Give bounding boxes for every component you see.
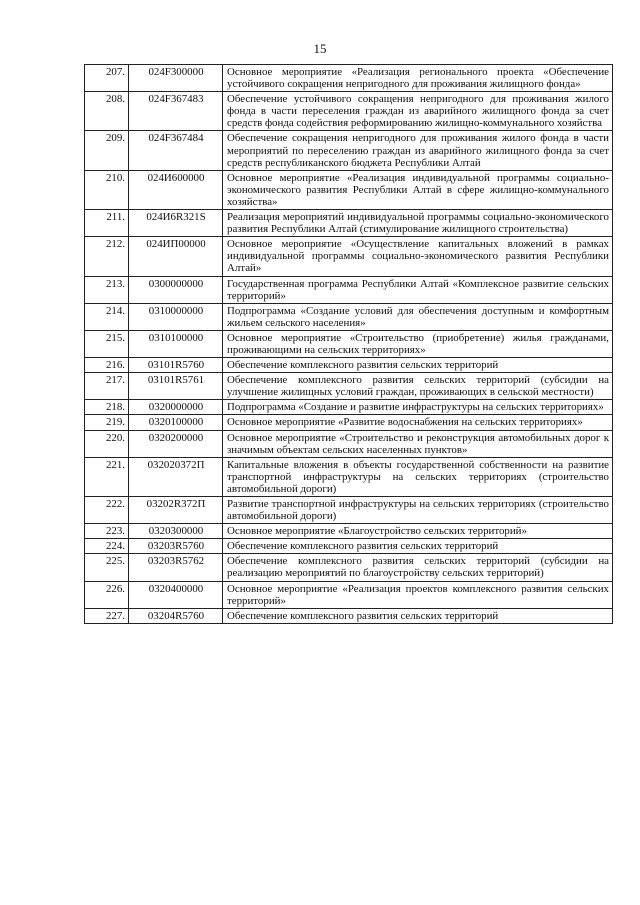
table-row [85, 170, 613, 209]
row-description: Обеспечение сокращения непригодного для проживания жилого фонда в части мероприятий по переселению граждан из аварийного жилищного фонда за счет средств республиканского бюджета Республики Алтай [223, 131, 613, 170]
row-number: 210. [85, 170, 129, 209]
row-number: 213. [85, 276, 129, 303]
row-code: 03202R372П [129, 497, 223, 524]
row-description: Основное мероприятие «Реализация проектов комплексного развития сельских территорий» [223, 581, 613, 608]
row-number: 209. [85, 131, 129, 170]
row-code: 0320000000 [129, 400, 223, 415]
row-number: 212. [85, 237, 129, 276]
table-row [85, 131, 613, 170]
row-number: 214. [85, 303, 129, 330]
table-row [85, 373, 613, 400]
page-number: 15 [313, 41, 327, 56]
row-description: Подпрограмма «Создание условий для обеспечения доступным и комфортным жильем сельского населения» [223, 303, 613, 330]
row-code: 032020372П [129, 457, 223, 496]
row-description: Основное мероприятие «Строительство и реконструкция автомобильных дорог к значимым объектам сельских населенных пунктов» [223, 430, 613, 457]
row-number: 208. [85, 92, 129, 131]
row-description: Основное мероприятие «Развитие водоснабжения на сельских территориях» [223, 415, 613, 430]
row-number: 216. [85, 358, 129, 373]
row-code: 0320400000 [129, 581, 223, 608]
table-row [85, 210, 613, 237]
row-number: 223. [85, 524, 129, 539]
row-code: 024ИП00000 [129, 237, 223, 276]
row-description: Обеспечение комплексного развития сельских территорий (субсидии на реализацию мероприятий по благоустройству сельских территорий) [223, 554, 613, 581]
row-code: 0320300000 [129, 524, 223, 539]
row-number: 219. [85, 415, 129, 430]
table-row [85, 539, 613, 554]
table-row [85, 524, 613, 539]
row-code: 0320200000 [129, 430, 223, 457]
row-number: 221. [85, 457, 129, 496]
table-row [85, 430, 613, 457]
table-row [85, 303, 613, 330]
row-code: 0310000000 [129, 303, 223, 330]
table-row [85, 581, 613, 608]
row-code: 0310100000 [129, 330, 223, 357]
table-row [85, 608, 613, 623]
table-row [85, 330, 613, 357]
budget-codes-table [84, 64, 613, 624]
row-code: 03101R5761 [129, 373, 223, 400]
row-number: 227. [85, 608, 129, 623]
row-code: 024F300000 [129, 65, 223, 92]
table-row [85, 237, 613, 276]
row-code: 03204R5760 [129, 608, 223, 623]
row-description: Обеспечение комплексного развития сельских территорий [223, 358, 613, 373]
table-row [85, 276, 613, 303]
row-description: Реализация мероприятий индивидуальной программы социально-экономического развития Республики Алтай (стимулирование жилищного строительства) [223, 210, 613, 237]
table-row [85, 65, 613, 92]
table-row [85, 92, 613, 131]
row-description: Обеспечение комплексного развития сельских территорий [223, 608, 613, 623]
row-number: 226. [85, 581, 129, 608]
row-number: 220. [85, 430, 129, 457]
row-code: 024И600000 [129, 170, 223, 209]
row-number: 224. [85, 539, 129, 554]
table-row [85, 497, 613, 524]
row-code: 03203R5762 [129, 554, 223, 581]
row-description: Основное мероприятие «Строительство (приобретение) жилья гражданами, проживающими на сельских территориях» [223, 330, 613, 357]
row-number: 218. [85, 400, 129, 415]
row-description: Основное мероприятие «Реализация регионального проекта «Обеспечение устойчивого сокращения непригодного для проживания жилищного фонда» [223, 65, 613, 92]
row-number: 217. [85, 373, 129, 400]
row-description: Развитие транспортной инфраструктуры на сельских территориях (строительство автомобильной дороги) [223, 497, 613, 524]
table-row [85, 554, 613, 581]
row-description: Подпрограмма «Создание и развитие инфраструктуры на сельских территориях» [223, 400, 613, 415]
row-code: 0300000000 [129, 276, 223, 303]
row-code: 024И6R321S [129, 210, 223, 237]
row-number: 225. [85, 554, 129, 581]
row-description: Основное мероприятие «Благоустройство сельских территорий» [223, 524, 613, 539]
row-description: Государственная программа Республики Алтай «Комплексное развитие сельских территорий» [223, 276, 613, 303]
table-body [85, 65, 613, 624]
row-description: Капитальные вложения в объекты государственной собственности на развитие транспортной инфраструктуры на сельских территориях (строительство автомобильной дороги) [223, 457, 613, 496]
row-number: 211. [85, 210, 129, 237]
row-description: Обеспечение устойчивого сокращения непригодного для проживания жилого фонда в части переселения граждан из аварийного жилищного фонда за счет средств фонда содействия реформированию жилищно-коммунального хозяйства [223, 92, 613, 131]
table-row [85, 415, 613, 430]
row-code: 024F367484 [129, 131, 223, 170]
row-number: 215. [85, 330, 129, 357]
row-description: Обеспечение комплексного развития сельских территорий (субсидии на улучшение жилищных условий граждан, проживающих в сельской местности) [223, 373, 613, 400]
row-code: 03101R5760 [129, 358, 223, 373]
row-description: Основное мероприятие «Осуществление капитальных вложений в рамках индивидуальной программы социально-экономического развития Республики Алтай» [223, 237, 613, 276]
row-number: 207. [85, 65, 129, 92]
row-code: 024F367483 [129, 92, 223, 131]
row-description: Основное мероприятие «Реализация индивидуальной программы социально-экономического развития Республики Алтай в сфере жилищно-коммунального хозяйства» [223, 170, 613, 209]
table-row [85, 400, 613, 415]
table-row [85, 457, 613, 496]
row-code: 03203R5760 [129, 539, 223, 554]
row-description: Обеспечение комплексного развития сельских территорий [223, 539, 613, 554]
row-code: 0320100000 [129, 415, 223, 430]
row-number: 222. [85, 497, 129, 524]
table-row [85, 358, 613, 373]
